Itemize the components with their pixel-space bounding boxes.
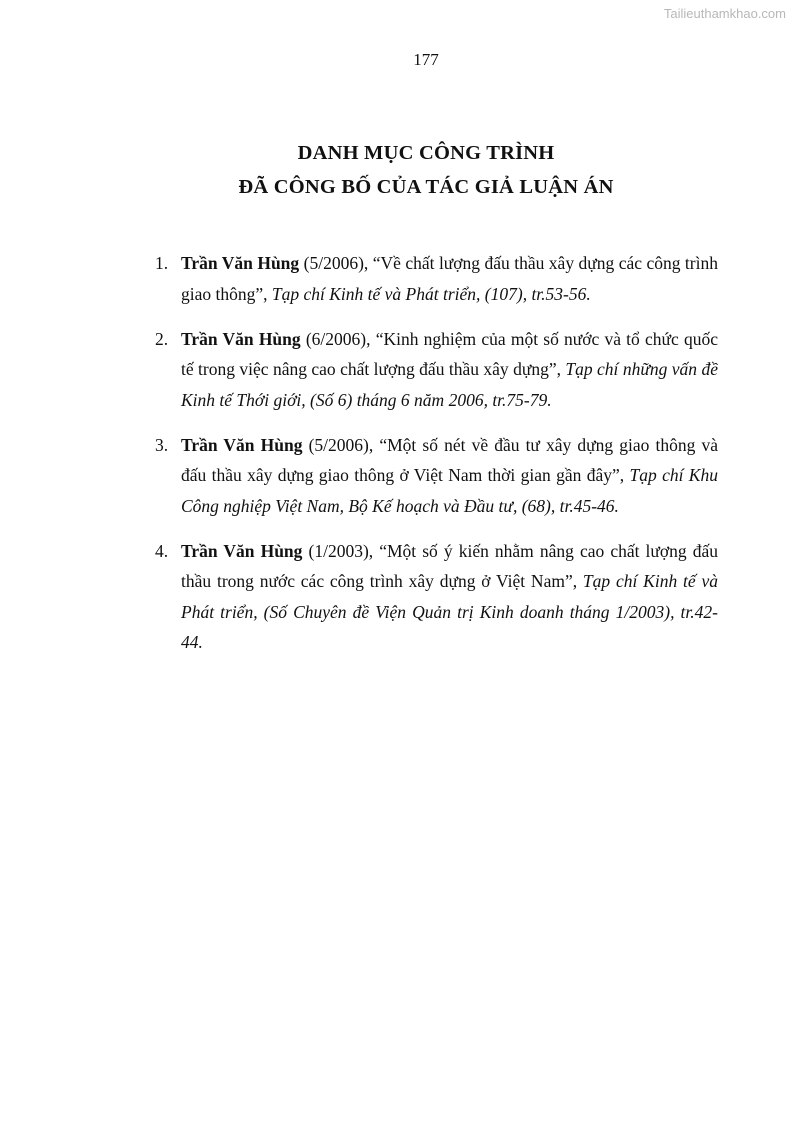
publication-author: Trần Văn Hùng: [181, 540, 303, 561]
publication-source: Tạp chí những vấn đề Kinh tế Thới giới, (Số 6) tháng 6 năm 2006, tr.75-79.: [181, 359, 718, 410]
publication-list: [155, 248, 719, 672]
publication-source: Tạp chí Kinh tế và Phát triển, (107), tr.53-56.: [271, 283, 591, 304]
publication-source: Tạp chí Khu Công nghiệp Việt Nam, Bộ Kế hoạch và Đầu tư, (68), tr.45-46.: [181, 465, 718, 516]
publication-item: [155, 324, 718, 416]
publication-number: 4.: [155, 540, 169, 561]
watermark-text: Tailieuthamkhao.com: [663, 6, 786, 21]
title-line-2: ĐÃ CÔNG BỐ CỦA TÁC GIẢ LUẬN ÁN: [238, 176, 614, 198]
publication-title: (5/2006), “Về chất lượng đấu thầu xây dựng các công trình giao thông”,: [181, 253, 718, 304]
publication-title: (5/2006), “Một số nét về đầu tư xây dựng giao thông và đấu thầu xây dựng giao thông ở Việt Nam thời gian gần đây”,: [181, 434, 718, 485]
publication-number: 1.: [155, 253, 169, 273]
publication-author: Trần Văn Hùng: [181, 253, 300, 273]
title-line-1: DANH MỤC CÔNG TRÌNH: [297, 142, 555, 164]
publication-number: 2.: [155, 328, 169, 349]
page-number: 177: [413, 50, 439, 69]
publication-number: 3.: [155, 434, 169, 455]
publication-item: [155, 248, 718, 309]
publication-title: (6/2006), “Kinh nghiệm của một số nước và tổ chức quốc tế trong việc nâng cao chất lượng đấu thầu xây dựng”,: [181, 328, 718, 379]
publication-source: Tạp chí Kinh tế và Phát triển, (Số Chuyên đề Viện Quản trị Kinh doanh tháng 1/2003), tr.42-44.: [181, 571, 719, 652]
publication-author: Trần Văn Hùng: [181, 434, 303, 455]
publication-item: [155, 430, 718, 522]
document-title: [0, 136, 794, 204]
publication-author: Trần Văn Hùng: [181, 328, 301, 349]
publication-item: [155, 536, 719, 658]
publication-title: (1/2003), “Một số ý kiến nhằm nâng cao chất lượng đấu thầu trong nước các công trình xây dựng ở Việt Nam”,: [181, 540, 718, 591]
